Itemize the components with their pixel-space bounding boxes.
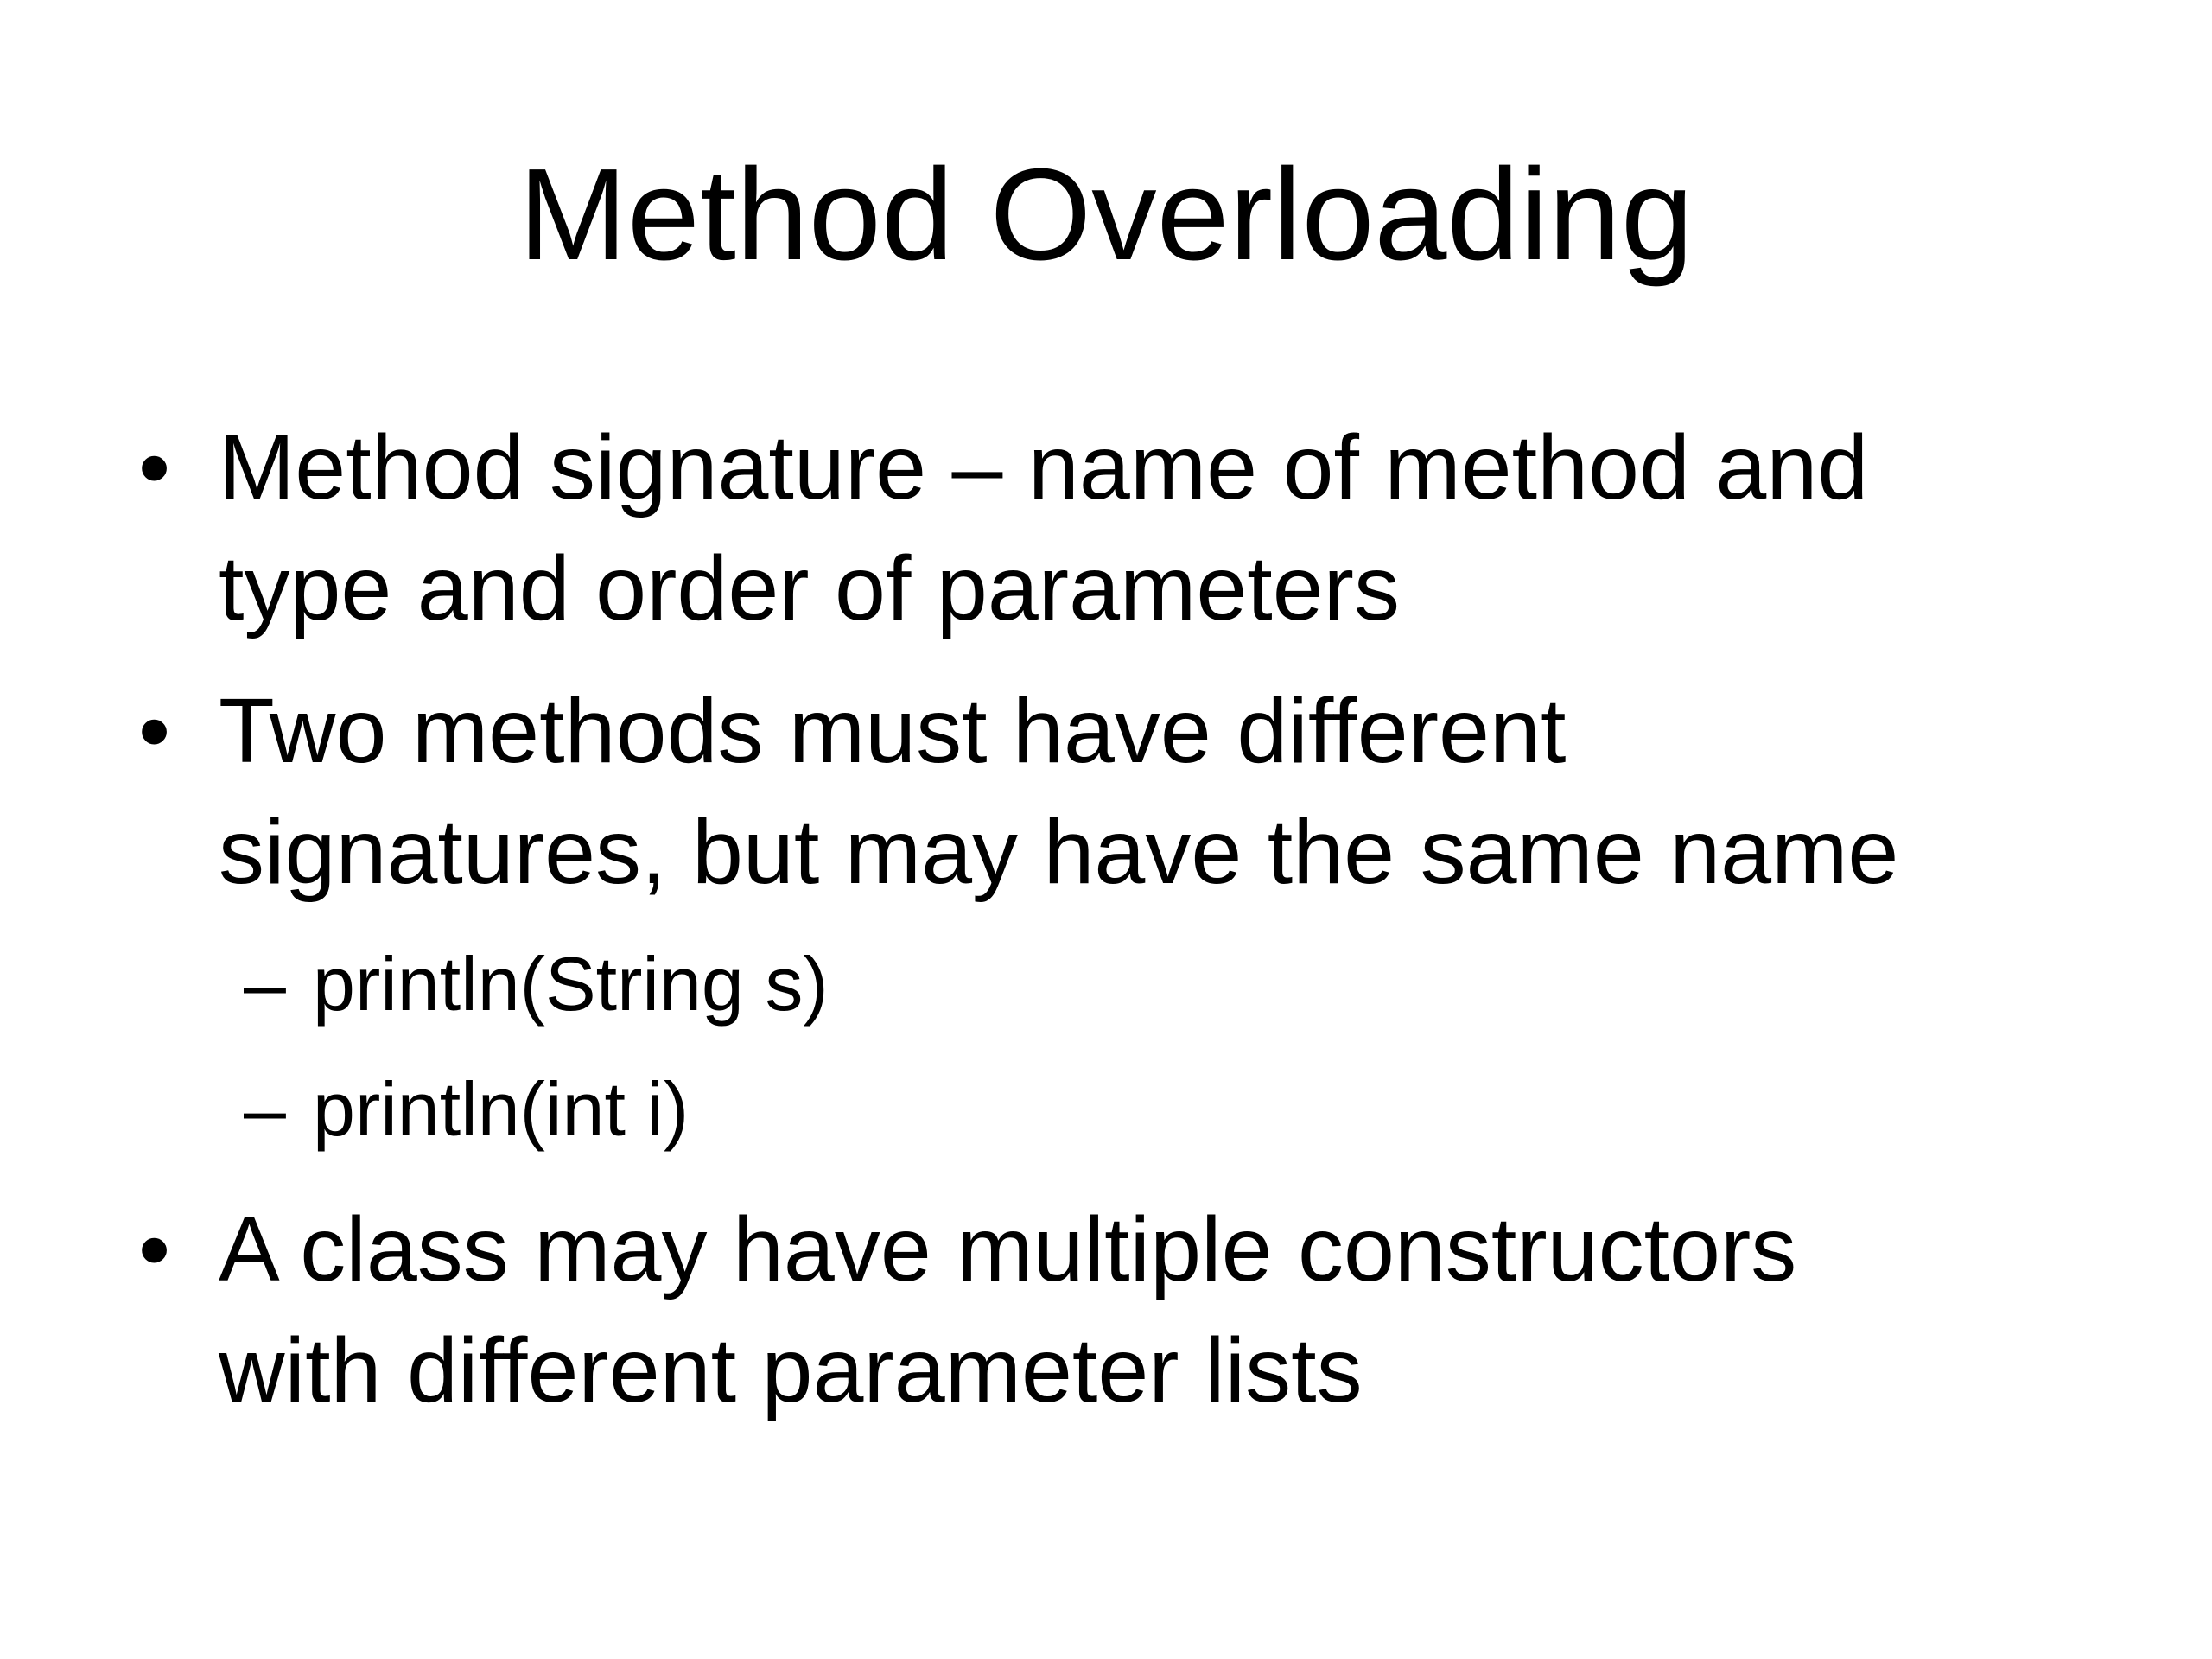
dash-bullet-icon: –: [244, 1066, 286, 1152]
sub-bullet-text: println(String s): [313, 941, 829, 1027]
slide-title: Method Overloading: [518, 141, 1694, 287]
sub-bullet-text: println(int i): [313, 1066, 690, 1152]
dash-bullet-icon: –: [244, 941, 286, 1027]
bullet-line: A class may have multiple constructors: [219, 1198, 1797, 1300]
bullet-line: Method signature – name of method and: [219, 416, 1869, 518]
bullet-dot-icon: •: [138, 680, 171, 782]
bullet-dot-icon: •: [138, 416, 171, 518]
bullet-line: Two methods must have different: [219, 680, 1567, 782]
bullet-line: type and order of parameters: [219, 537, 1400, 639]
bullet-line: with different parameter lists: [219, 1319, 1363, 1421]
bullet-dot-icon: •: [138, 1198, 171, 1300]
bullet-line: signatures, but may have the same name: [219, 801, 1899, 903]
